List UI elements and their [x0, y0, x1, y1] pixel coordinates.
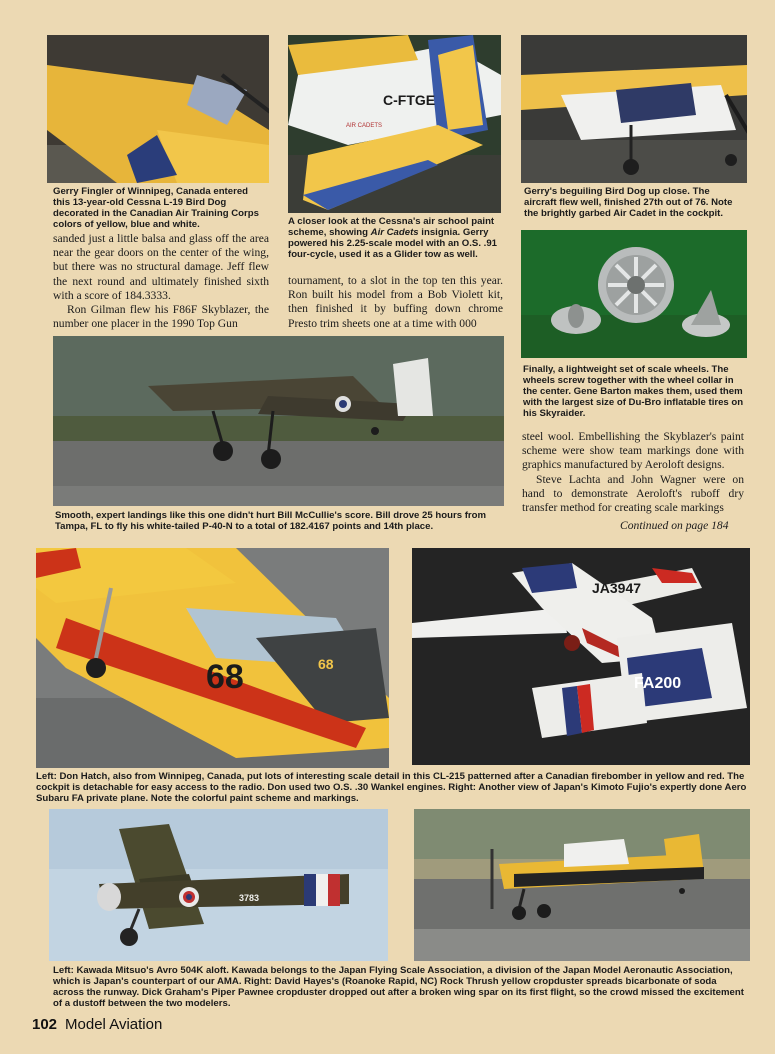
- nose-number-68: 68: [318, 656, 334, 672]
- caption-air-cadets-b: insignia. Gerry powered his 2.25-scale model with an O.S. .91 four-cycle, used it as a Glider tow as well.: [288, 227, 498, 260]
- caption-cockpit: Gerry's beguiling Bird Dog up close. The aircraft flew well, finished 27th out of 76. Note the brightly garbed Air Cadet in the cockpit.: [524, 186, 733, 219]
- tail-marking-fa200: FA200: [634, 675, 682, 692]
- registration-c-ftge: C-FTGE: [383, 92, 436, 108]
- photo-cl215-firebomber: [36, 548, 389, 768]
- body-column-3: [522, 430, 744, 515]
- photo-rock-thrush: [414, 809, 750, 961]
- caption-scale-wheels: Finally, a lightweight set of scale wheels. The wheels screw together with the wheel collar in the center. Gene Barton makes them, used them with the largest size of Du-Bro inflatable tires on his Skyraider.: [523, 364, 744, 419]
- body-col3-para1: steel wool. Embellishing the Skyblazer's paint scheme were show team markings done with graphics manufactured by Aeroloft designs.: [522, 430, 744, 472]
- page-footer: [32, 1016, 162, 1033]
- photo-cessna-air-cadets: [288, 35, 501, 213]
- caption-air-cadets-a: A closer look at the Cessna's air school paint scheme, showing: [288, 216, 495, 238]
- body-col2-para1: tournament, to a slot in the top ten this year. Ron built his model from a Bob Violett kit, then finished it by buffing down chrome Presto trim sheets one at a time with 000: [288, 274, 503, 330]
- photo-aero-subaru: [412, 548, 750, 765]
- caption-p40: Smooth, expert landings like this one didn't hurt Bill McCullie's score. Bill drove 25 hours from Tampa, FL to fly his white-tailed P-40-N to a total of 182.4167 points and 14th place.: [55, 510, 487, 532]
- body-col1-para2: Ron Gilman flew his F86F Skyblazer, the number one placer in the 1990 Top Gun: [53, 303, 269, 331]
- photo-avro-504k: [49, 809, 388, 961]
- photo-p40-landing: [53, 336, 504, 506]
- caption-avro-thrush: Left: Kawada Mitsuo's Avro 504K aloft. Kawada belongs to the Japan Flying Scale Association, a division of the Japan Model Aeronautic Association, which is Japan's counterpart of our AMA. Right: David Hayes's (Roanoke Rapid, NC) Rock Thrush yellow cropduster spreads bicarbonate of soda across the runway. Dick Graham's Piper Pawnee cropduster dropped out after a broken wing spar on its first flight, so the crowd missed the excitement of a dustoff between the two modelers.: [53, 965, 744, 1009]
- body-column-2: [288, 274, 503, 331]
- caption-air-cadets: [288, 216, 503, 260]
- air-cadets-insignia: AIR CADETS: [346, 123, 383, 129]
- caption-air-cadets-em: Air Cadets: [370, 227, 419, 238]
- avro-serial: 3783: [239, 893, 260, 903]
- body-column-1: [53, 232, 269, 331]
- photo-scale-wheels: [521, 230, 747, 358]
- photo-bird-dog-cockpit: [521, 35, 747, 183]
- continued-on-page: Continued on page 184: [620, 519, 729, 532]
- registration-ja3947: JA3947: [592, 580, 642, 596]
- body-col3-para2: Steve Lachta and John Wagner were on hand to demonstrate Aeroloft's ruboff dry transfer method for creating scale markings: [522, 472, 744, 515]
- caption-bird-dog: Gerry Fingler of Winnipeg, Canada entered this 13-year-old Cessna L-19 Bird Dog decorated in the Canadian Air Training Corps colors of yellow, blue and white.: [53, 186, 259, 230]
- fuselage-number-68: 68: [206, 658, 244, 696]
- body-col1-para1: sanded just a little balsa and glass off the area near the gear doors on the center of the wing, but there was no structural damage. Jeff flew the next round and ultimately finished sixth with a score of 184.3333.: [53, 232, 269, 302]
- page-number: 102: [32, 1016, 58, 1033]
- caption-cl215-subaru: Left: Don Hatch, also from Winnipeg, Canada, put lots of interesting scale detail in this CL-215 patterned after a Canadian firebomber in yellow and red. The cockpit is detachable for easy access to the radio. Don used two O.S. .30 Wankel engines. Right: Another view of Japan's Kimoto Fujio's expertly done Aero Subaru FA private plane. Note the colorful paint scheme and markings.: [36, 771, 747, 804]
- photo-bird-dog-wing: [47, 35, 269, 183]
- publication-name: Model Aviation: [65, 1016, 163, 1033]
